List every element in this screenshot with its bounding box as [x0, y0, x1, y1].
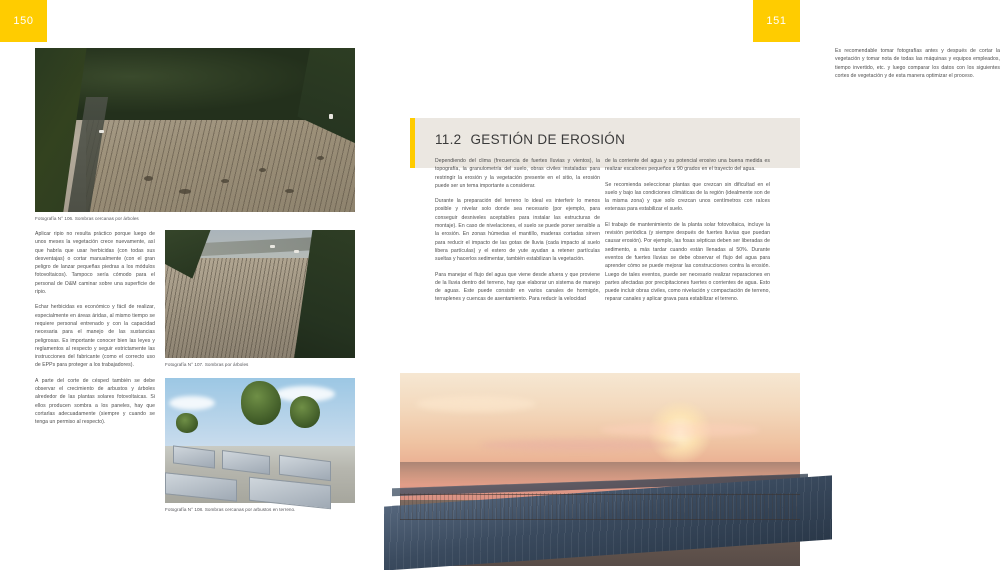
- page-number-tab-left: [0, 0, 47, 42]
- paragraph: Dependiendo del clima (frecuencia de fuertes lluvias y vientos), la topografía, la granulometría del suelo, obras civiles instaladas para restringir la erosión y la vegetación presente en el sitio, la erosión puede ser un tema importante a considerar.: [435, 158, 600, 189]
- photo-106-debris: [259, 168, 266, 172]
- perimeter-fence: [400, 493, 800, 520]
- fence-bottom-rail: [400, 519, 800, 520]
- page-number-right: 151: [766, 15, 787, 27]
- paragraph: Es recomendable tomar fotografías antes y después de cortar la vegetación y tomar nota de todas las máquinas y equipos empleados, tiempo invertido, etc. y luego comparar los datos con los siguientes cortes de vegetación y de esta manera optimizar el proceso.: [835, 48, 1000, 79]
- paragraph: A parte del corte de césped también se debe observar el crecimiento de arbustos y árboles alrededor de las plantas solares fotovoltaicas. Si ellos producen sombra a los paneles, hay que cortarlas adecuadamente (siempre y cuando se tenga un permiso al respecto).: [35, 377, 155, 426]
- right-page-column-left: [435, 157, 600, 311]
- photo-108-tree: [241, 381, 281, 425]
- photo-106-vehicle: [329, 114, 333, 119]
- cloud: [480, 439, 680, 451]
- photo-106-vehicle: [99, 130, 104, 133]
- right-page-intro-text: [835, 47, 1000, 87]
- photo-108-caption: Fotografía N° 108. Sombras cercanas por arbustos en terreno.: [165, 507, 296, 512]
- right-page-column-right: [605, 157, 770, 311]
- photo-106-debris: [285, 189, 294, 193]
- photo-106: [35, 48, 355, 212]
- left-page-text-column: [35, 230, 155, 434]
- section-heading: [435, 132, 625, 147]
- left-page: [0, 0, 400, 566]
- section-accent-bar: [410, 118, 415, 168]
- photo-solar-plant-sunset: [400, 373, 800, 566]
- photo-108-cloud: [169, 396, 215, 410]
- photo-106-debris: [179, 189, 191, 194]
- section-title-text: GESTIÓN DE EROSIÓN: [470, 132, 626, 147]
- page-number-tab-right: [753, 0, 800, 42]
- photo-107: [165, 230, 355, 358]
- photo-107-vehicle: [270, 245, 275, 248]
- photo-106-debris: [144, 176, 153, 181]
- page-number-left: 150: [13, 15, 34, 27]
- paragraph: Durante la preparación del terreno lo ideal es interferir lo menos posible y nivelar solo donde sea necesario (por ejemplo, para conseguir desniveles aceptables para instalar las estructuras de montaje). En caso de nivelaciones, el suelo se puede poner sensible a la erosión. En zonas húmedas el mantillo, maderas cortadas sirven para reducir el impacto de las gotas de lluvia (cada impacto al suelo libera partículas) y el estero de yute ayudan a retener partículas sueltas y hacerlos sedimentar, también estabilizan la vegetación.: [435, 198, 600, 263]
- paragraph: de la corriente del agua y su potencial erosivo una buena medida es realizar escalones pequeños a 90 grados en el trayecto del agua.: [605, 158, 770, 173]
- photo-106-debris: [317, 156, 324, 160]
- photo-106-debris: [221, 179, 229, 183]
- photo-106-caption: Fotografía N° 106. Sombras cercanas por árboles: [35, 216, 139, 221]
- paragraph: El trabajo de mantenimiento de la planta solar fotovoltaica, incluye la revisión periódica (y siempre después de fuertes lluvias que puedan causar erosión). Por ejemplo, las fosas sépticas deben ser liberadas de sedimento, a más tardar cuando están llenadas al 50%. Durante eventos de fuertes lluvias se debe observar el flujo del agua para aprender cómo se puede mejorar las construcciones contra la erosión. Luego de tales eventos, puede ser necesario realizar reparaciones en partes afectadas por precipitaciones fuertes o corrientes de agua. Esto puede incluir obras civiles, como nivelación y compactación de terreno, reparar canales y aplicar grava para estabilizar el terreno.: [605, 221, 770, 303]
- paragraph: Para manejar el flujo del agua que viene desde afuera y que proviene de la lluvia dentro del terreno, hay que elaborar un sistema de manejo de aguas. Este puede consistir en varios canales de hormigón, terraplenes y cuencas de asentamiento. Para reducir la velocidad: [435, 271, 600, 303]
- paragraph: Aplicar ripio no resulta práctico porque luego de unos meses la vegetación crece nuevamente, así que habría que usar herbicidas (con todas sus desventajas) o cortar manualmente (con el gran peligro de lanzar pequeñas piedras a los módulos fotovoltaicos). Tampoco sería cómodo para el personal de O&M caminar sobre una superficie de ripio.: [35, 231, 155, 296]
- fence-top-rail: [400, 494, 800, 495]
- photo-108: [165, 378, 355, 503]
- photo-107-caption: Fotografía N° 107. Sombras por árboles: [165, 362, 249, 367]
- photo-108-shrub: [176, 413, 198, 433]
- section-number: 11.2: [435, 132, 462, 147]
- paragraph: Se recomienda seleccionar plantas que crezcan sin dificultad en el suelo y bajo las condiciones climáticas de la región (idealmente son de la misma zona) y que solo crezcan unos centímetros con raíces extensas para estabilizar el suelo.: [605, 181, 770, 213]
- paragraph: Echar herbicidas es económico y fácil de realizar, especialmente en áreas áridas, al mismo tiempo se requiere personal entrenado y con la capacidad necesaria para el manejo de las sustancias peligrosas. Es importante conocer bien las leyes y reglamentos al respecto y seguir estrictamente las instrucciones del fabricante (como el correcto uso de EPPs para proteger a los trabajadores).: [35, 304, 155, 369]
